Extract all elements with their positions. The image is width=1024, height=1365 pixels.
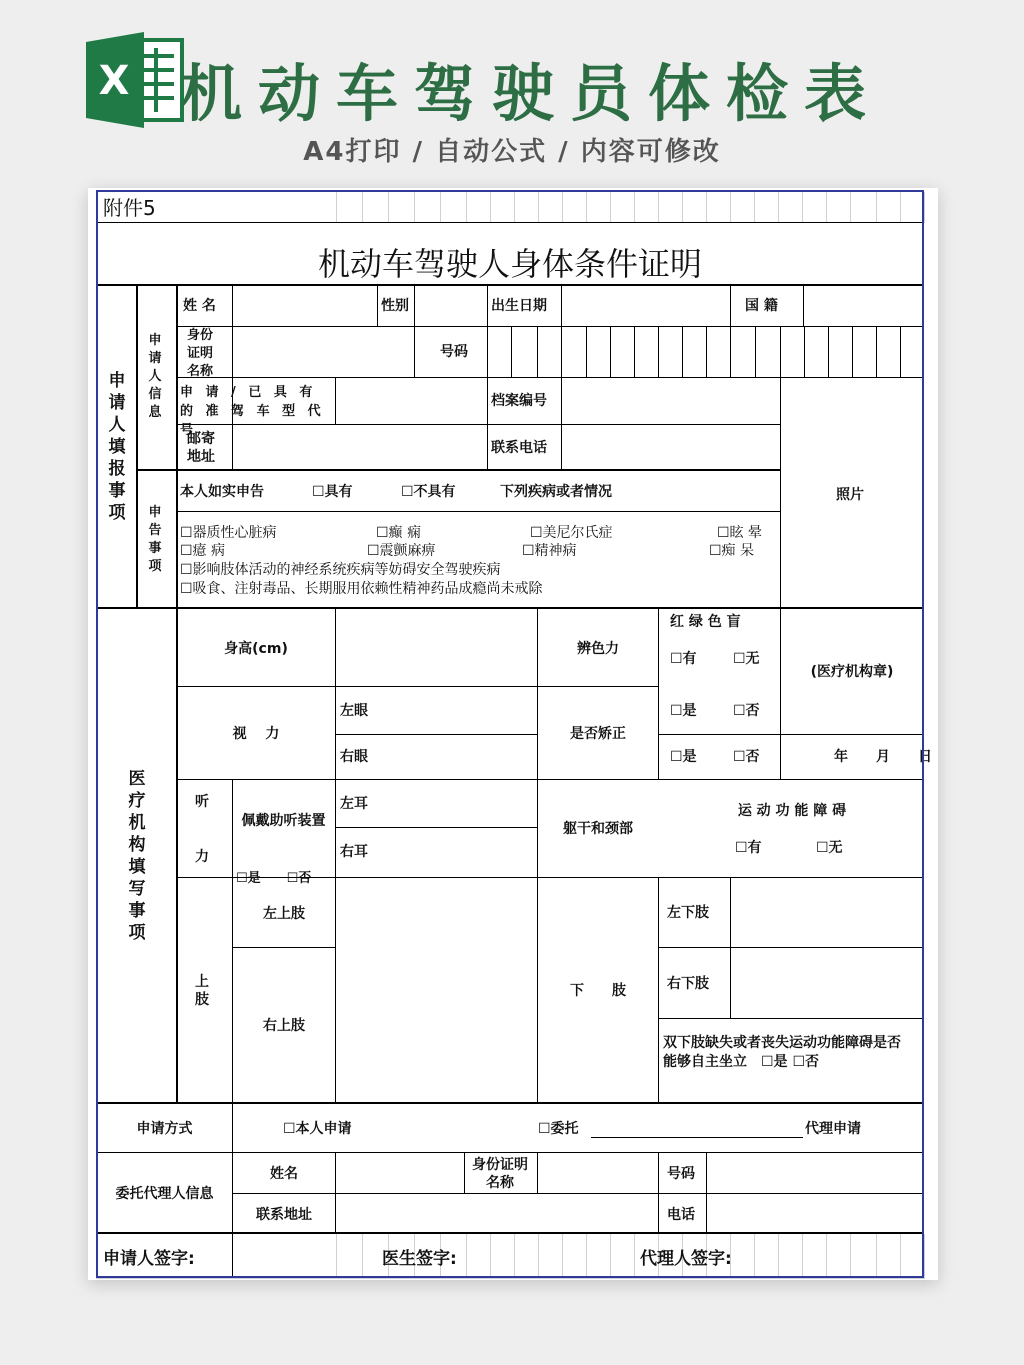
left-eye-label: 左眼: [340, 703, 368, 719]
grid-cell: [586, 192, 611, 223]
nationality-label: 国 籍: [745, 298, 778, 314]
color-sense-label: 辨色力: [577, 641, 619, 657]
table-line: [803, 284, 804, 326]
grid-cell: [388, 192, 415, 223]
table-line: [377, 284, 378, 326]
table-line: [876, 326, 877, 377]
grid-cell: [802, 1234, 827, 1279]
table-line: [511, 326, 512, 377]
applicant-signature-label: 申请人签字:: [103, 1249, 195, 1269]
hearing-aid-label: 佩戴助听装置: [241, 813, 326, 829]
grid-cell: [610, 1234, 635, 1279]
grid-cell: [826, 192, 851, 223]
doctor-signature-label: 医生签字:: [382, 1249, 457, 1269]
table-line: [537, 1152, 538, 1193]
table-line: [780, 377, 781, 607]
height-label: 身高(cm): [224, 641, 288, 657]
agent-number-label: 号码: [667, 1166, 695, 1182]
grid-cell: [490, 1234, 515, 1279]
table-line: [755, 326, 756, 377]
table-line: [233, 1193, 924, 1194]
disease-checkbox[interactable]: ☐痴 呆: [709, 543, 755, 559]
banner-title: 机动车驾驶员体检表: [180, 57, 883, 130]
table-line: [537, 607, 538, 1102]
banner-subtitle: A4打印 / 自动公式 / 内容可修改: [303, 137, 721, 167]
grid-cell: [682, 192, 707, 223]
apply-method-label: 申请方式: [136, 1121, 193, 1137]
table-line: [586, 326, 587, 377]
disease-checkbox[interactable]: ☐影响肢体活动的神经系统疾病等妨碍安全驾驶疾病: [180, 562, 501, 578]
color-blind-no-checkbox[interactable]: ☐无: [733, 651, 760, 667]
photo-label: 照片: [836, 487, 864, 503]
declaration-label: 申告事项: [148, 505, 162, 574]
table-line: [487, 284, 488, 326]
motor-label: 运 动 功 能 障 碍: [737, 803, 847, 819]
right-lower-label: 右下肢: [667, 976, 709, 992]
grid-cell: [538, 1234, 563, 1279]
table-line: [852, 326, 853, 377]
table-line: [487, 326, 488, 377]
upper-limb-label: 上肢: [195, 974, 209, 1008]
medical-seal-label: (医疗机构章): [810, 664, 894, 680]
table-line: [730, 284, 731, 326]
grid-cell: [562, 1234, 587, 1279]
left-corrected-no-checkbox[interactable]: ☐否: [733, 703, 760, 719]
table-line: [561, 326, 562, 377]
disease-checkbox[interactable]: ☐眩 晕: [717, 525, 763, 541]
table-line: [136, 469, 780, 471]
declaration-have-checkbox[interactable]: ☐具有: [312, 484, 353, 500]
table-line: [706, 326, 707, 377]
table-line: [177, 511, 780, 512]
table-line: [96, 607, 924, 609]
grid-cell: [514, 1234, 539, 1279]
disease-checkbox[interactable]: ☐震颤麻痹: [367, 543, 436, 559]
table-line: [336, 734, 537, 735]
address-label: 邮寄地址: [187, 431, 215, 465]
grid-cell: [336, 192, 363, 223]
grid-cell: [336, 1234, 363, 1279]
agent-id-name-label: 身份证明名称: [472, 1157, 528, 1191]
grid-cell: [562, 192, 587, 223]
table-line: [233, 947, 335, 948]
excel-logo-letter: X: [98, 58, 130, 104]
table-line: [177, 377, 924, 378]
phone-label: 联系电话: [491, 440, 547, 456]
trunk-label: 躯干和颈部: [563, 821, 633, 837]
hearing-label-1: 听: [195, 794, 209, 810]
table-line: [96, 222, 924, 223]
agent-phone-label: 电话: [667, 1207, 695, 1223]
table-line: [658, 734, 780, 735]
table-line: [232, 779, 233, 1102]
grid-cell: [362, 192, 389, 223]
section-medical-label: 医疗机构填写事项: [128, 769, 146, 943]
grid-cell: [876, 192, 901, 223]
table-line: [335, 607, 336, 1102]
right-corrected-yes-checkbox[interactable]: ☐是: [670, 749, 697, 765]
table-line: [561, 377, 562, 469]
table-line: [464, 1152, 465, 1193]
table-line: [537, 326, 538, 377]
table-line: [232, 1232, 233, 1278]
table-line: [414, 284, 415, 326]
gender-label: 性别: [381, 298, 409, 314]
declaration-not-have-checkbox[interactable]: ☐不具有: [401, 484, 456, 500]
grid-cell: [754, 192, 779, 223]
grid-cell: [778, 192, 803, 223]
disease-checkbox[interactable]: ☐癫 痫: [376, 525, 422, 541]
grid-cell: [850, 1234, 877, 1279]
table-line: [658, 947, 924, 948]
applicant-info-label: 申请人信息: [148, 333, 162, 420]
grid-cell: [730, 1234, 755, 1279]
license-label: 申 请 / 已 具 有 的 准 驾 车 型 代 号: [180, 385, 325, 438]
form-title: 机动车驾驶人身体条件证明: [317, 245, 702, 283]
left-ear-label: 左耳: [340, 796, 368, 812]
grid-cell: [466, 1234, 491, 1279]
grid-cell: [850, 192, 877, 223]
table-line: [804, 326, 805, 377]
apply-entrust-checkbox[interactable]: ☐委托: [538, 1121, 579, 1137]
grid-cell: [490, 192, 515, 223]
table-line: [780, 734, 924, 735]
hearing-aid-yes-no[interactable]: [236, 870, 311, 878]
motor-have-checkbox[interactable]: ☐有: [735, 840, 762, 856]
table-line: [96, 1102, 924, 1104]
table-line: [658, 1018, 924, 1019]
id-name-label: 身份证明名称: [187, 328, 214, 379]
grid-cell: [538, 192, 563, 223]
left-lower-label: 左下肢: [667, 905, 709, 921]
attachment-label: 附件5: [103, 196, 156, 220]
grid-cell: [514, 192, 539, 223]
table-line: [658, 607, 659, 779]
table-line: [335, 1152, 336, 1232]
grid-cell: [730, 192, 755, 223]
vision-label: 视 力: [232, 726, 280, 742]
table-line: [336, 827, 537, 828]
both-lower-label: [663, 1034, 913, 1072]
table-line: [780, 607, 781, 779]
birth-date-label: 出生日期: [491, 298, 547, 314]
id-number-label: 号码: [440, 344, 468, 360]
table-line: [96, 1232, 924, 1234]
table-line: [780, 326, 781, 377]
agent-address-label: 联系地址: [256, 1207, 312, 1223]
color-blind-label: 红 绿 色 盲: [670, 614, 741, 630]
table-line: [487, 377, 488, 469]
motor-none-checkbox[interactable]: ☐无: [816, 840, 843, 856]
section-applicant-label: 申请人填报事项: [108, 371, 126, 523]
color-blind-yes-checkbox[interactable]: ☐有: [670, 651, 697, 667]
grid-cell: [900, 1234, 925, 1279]
table-line: [335, 377, 336, 424]
agent-signature-label: 代理人签字:: [640, 1249, 732, 1269]
table-line: [414, 326, 415, 377]
grid-cell: [610, 192, 635, 223]
disease-checkbox[interactable]: ☐美尼尔氏症: [530, 525, 613, 541]
grid-cell: [634, 192, 659, 223]
lower-limb-label: 下 肢: [570, 983, 626, 999]
right-ear-label: 右耳: [340, 844, 368, 860]
grid-cell: [706, 192, 731, 223]
table-line: [176, 284, 178, 607]
both-lower-yes-checkbox[interactable]: ☐是: [761, 1054, 788, 1070]
table-line: [828, 326, 829, 377]
left-corrected-yes-checkbox[interactable]: ☐是: [670, 703, 697, 719]
table-line: [730, 877, 731, 1018]
agent-name-label: 姓名: [270, 1166, 298, 1182]
table-line: [682, 326, 683, 377]
disease-checkbox[interactable]: ☐精神病: [522, 543, 577, 559]
grid-cell: [466, 192, 491, 223]
table-line: [658, 326, 659, 377]
table-line: [634, 326, 635, 377]
right-upper-label: 右上肢: [263, 1018, 305, 1034]
table-line: [177, 686, 658, 687]
grid-cell: [876, 1234, 901, 1279]
excel-logo-icon: [86, 30, 186, 130]
disease-checkbox[interactable]: ☐吸食、注射毒品、长期服用依赖性精神药品成瘾尚未戒除: [180, 581, 543, 597]
grid-cell: [900, 192, 925, 223]
table-line: [177, 779, 924, 780]
table-line: [658, 877, 659, 1102]
right-corrected-no-checkbox[interactable]: ☐否: [733, 749, 760, 765]
both-lower-question: 双下肢缺失或者丧失运动功能障碍是否能够自主坐立: [663, 1035, 901, 1070]
file-no-label: 档案编号: [491, 393, 547, 409]
grid-cell: [586, 1234, 611, 1279]
name-label: 姓 名: [183, 298, 216, 314]
table-line: [232, 284, 233, 469]
grid-cell: [658, 192, 683, 223]
table-line: [176, 607, 178, 1102]
disease-checkbox[interactable]: ☐器质性心脏病: [180, 525, 277, 541]
table-line: [658, 1152, 659, 1232]
corrected-label: 是否矫正: [570, 726, 626, 742]
apply-self-checkbox[interactable]: ☐本人申请: [283, 1121, 352, 1137]
disease-checkbox[interactable]: ☐癔 病: [180, 543, 226, 559]
grid-cell: [754, 1234, 779, 1279]
apply-agent-label: 代理申请: [805, 1121, 861, 1137]
table-line: [900, 326, 901, 377]
grid-cell: [826, 1234, 851, 1279]
table-line: [177, 326, 924, 327]
table-line: [706, 1152, 707, 1232]
both-lower-no-checkbox[interactable]: ☐否: [792, 1054, 819, 1070]
grid-cell: [440, 192, 467, 223]
date-label: 年 月 日: [834, 749, 932, 765]
table-line: [96, 1152, 924, 1153]
grid-cell: [414, 192, 441, 223]
right-eye-label: 右眼: [340, 749, 368, 765]
declaration-following: 下列疾病或者情况: [500, 484, 612, 500]
left-upper-label: 左上肢: [263, 906, 305, 922]
table-line: [730, 326, 731, 377]
table-line: [561, 284, 562, 326]
table-line: [136, 284, 138, 607]
agent-info-label: 委托代理人信息: [115, 1186, 214, 1202]
hearing-label-2: 力: [195, 849, 209, 865]
entrust-underline: [591, 1137, 803, 1138]
table-line: [610, 326, 611, 377]
grid-cell: [802, 192, 827, 223]
declaration-intro: 本人如实申告: [180, 484, 264, 500]
grid-cell: [778, 1234, 803, 1279]
